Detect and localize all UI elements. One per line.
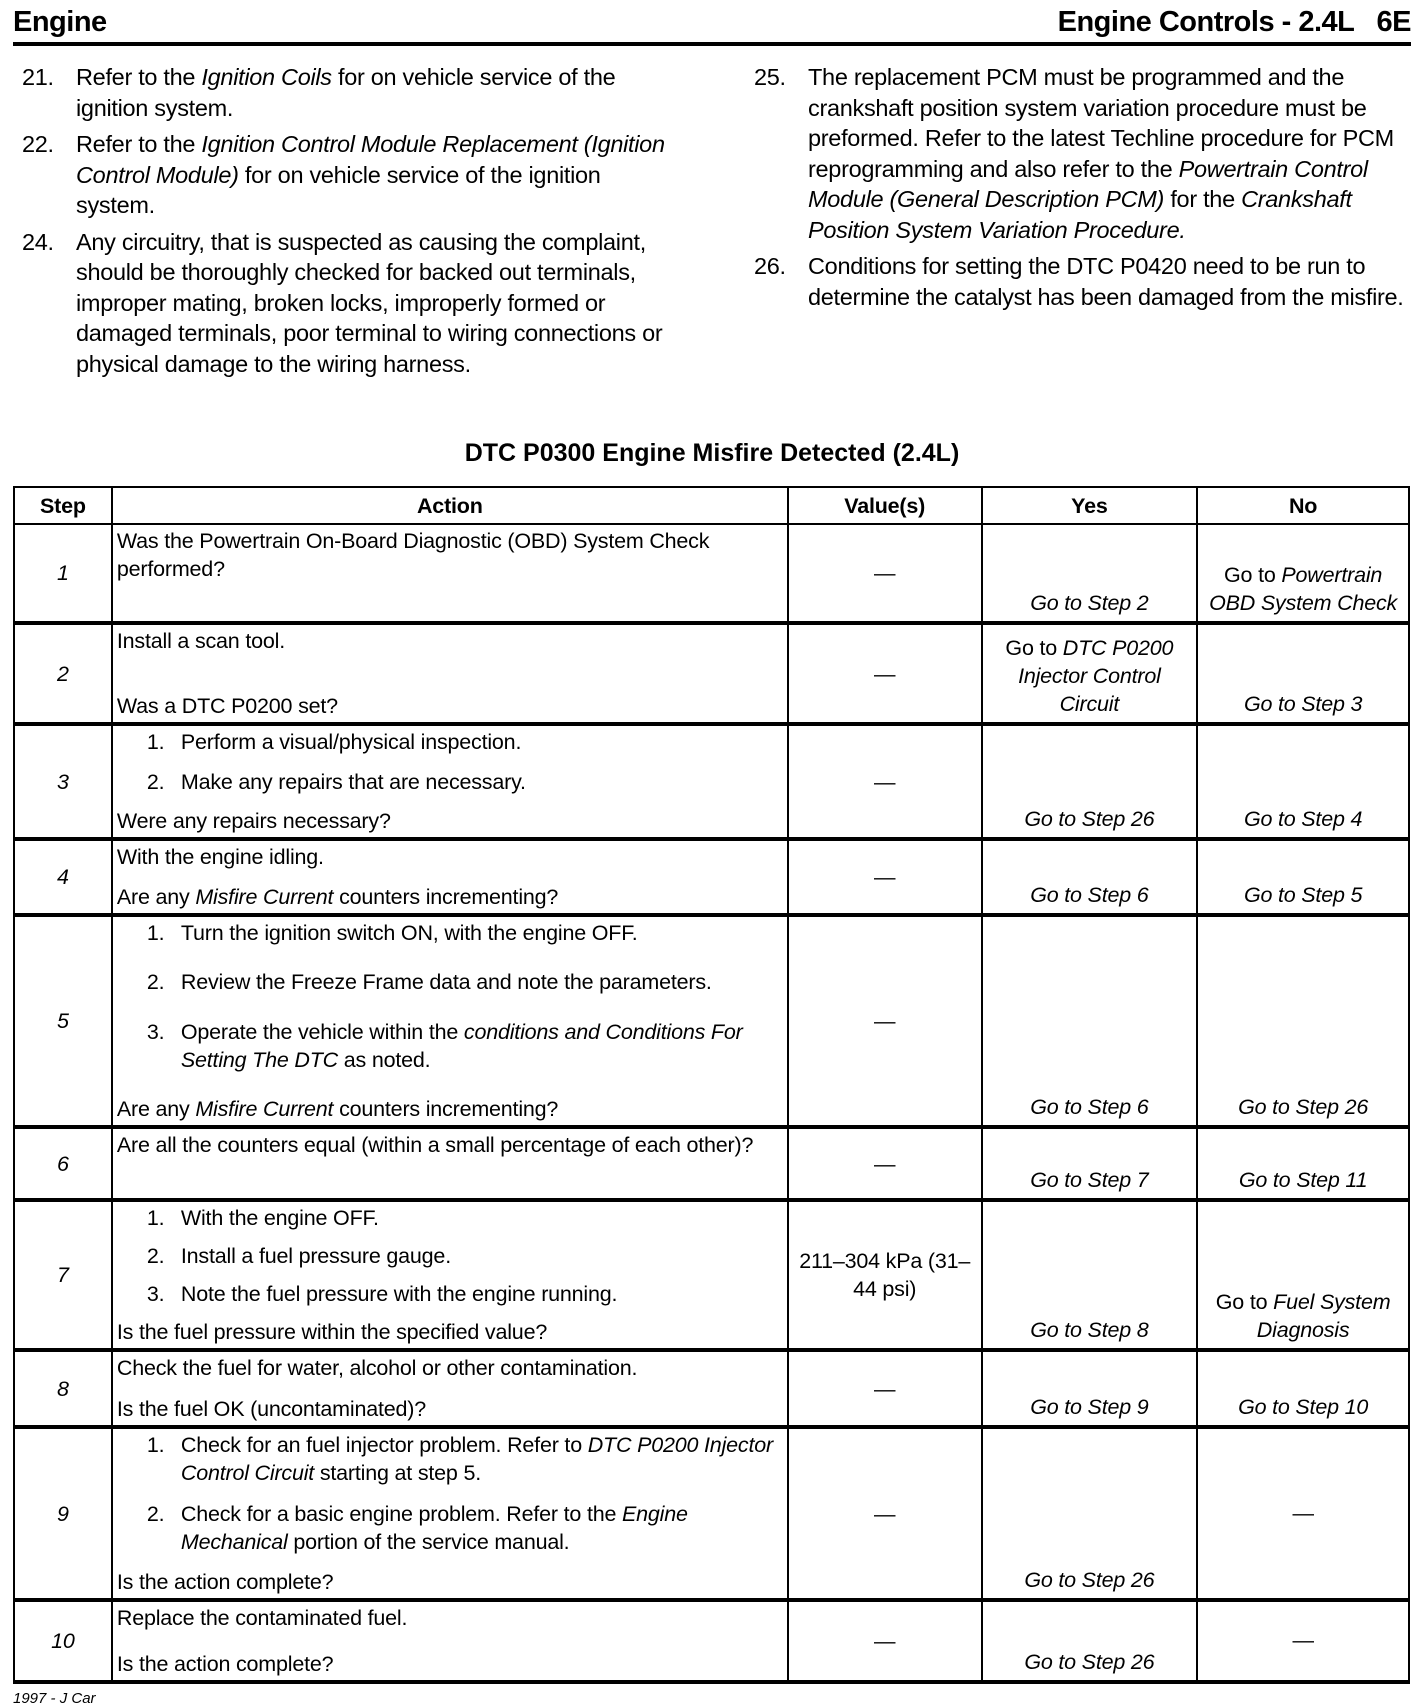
no-cell xyxy=(1197,524,1409,623)
list-text xyxy=(181,768,526,796)
text-run: — xyxy=(1292,1628,1314,1652)
action-content xyxy=(117,627,783,720)
italic-text: Go to Step 6 xyxy=(1030,1095,1149,1119)
action-cell xyxy=(112,839,788,915)
column-header-no: No xyxy=(1197,487,1409,524)
note-item xyxy=(22,62,682,123)
action-text xyxy=(117,1131,783,1159)
list-number: 2. xyxy=(146,1501,165,1526)
value-cell: — xyxy=(788,915,982,1127)
list-text xyxy=(181,1500,783,1556)
italic-text: Powertrain OBD System Check xyxy=(1209,563,1398,615)
text-run: Are any xyxy=(116,1096,196,1121)
italic-text: Go to Step 9 xyxy=(1030,1395,1149,1419)
action-text xyxy=(117,527,783,583)
diagnostic-table xyxy=(13,486,1410,1684)
yes-cell xyxy=(982,915,1198,1127)
action-text xyxy=(117,1095,783,1123)
notes-right-column xyxy=(754,62,1414,318)
text-run: Review the Freeze Frame data and note the parameters. xyxy=(180,970,712,995)
footer-text: 1997 - J Car xyxy=(13,1690,96,1707)
step-number: 8 xyxy=(14,1350,112,1427)
list-text xyxy=(181,1204,379,1232)
text-run: Are any xyxy=(116,885,196,909)
action-list-item xyxy=(117,728,783,756)
step-number: 6 xyxy=(14,1127,112,1200)
action-content xyxy=(117,1354,783,1423)
yes-cell xyxy=(982,1127,1198,1200)
text-run: — xyxy=(1292,1500,1314,1525)
no-cell xyxy=(1197,724,1409,839)
no-cell xyxy=(1197,1600,1409,1682)
text-run: Conditions for setting the DTC P0420 need to be run to determine the catalyst has been damaged from the misfire. xyxy=(808,253,1404,310)
action-text xyxy=(117,1568,783,1596)
note-item xyxy=(754,251,1414,312)
yes-cell xyxy=(982,623,1198,724)
note-item xyxy=(22,227,682,380)
text-run: Is the fuel pressure within the specified value? xyxy=(116,1320,548,1344)
value-cell: — xyxy=(788,1427,982,1600)
column-header-action: Action xyxy=(112,487,788,524)
italic-text: DTC P0200 Injector Control Circuit xyxy=(180,1433,773,1485)
no-cell xyxy=(1197,1127,1409,1200)
action-text xyxy=(117,627,783,655)
italic-text: Go to Step 2 xyxy=(1030,591,1149,615)
text-run: Turn the ignition switch ON, with the engine OFF. xyxy=(180,921,638,945)
list-number: 1. xyxy=(146,1433,165,1457)
action-list-item xyxy=(117,1431,783,1487)
italic-text: Go to Step 5 xyxy=(1243,883,1363,907)
text-run: The replacement PCM must be programmed and the crankshaft position system variation procedure must be preformed. Refer to the latest Techline procedure for PCM reprogramming and also refer to the xyxy=(808,64,1394,182)
value-cell: — xyxy=(788,724,982,839)
italic-text: Engine Mechanical xyxy=(180,1501,688,1554)
list-number: 3. xyxy=(146,1282,165,1306)
text-run: Install a fuel pressure gauge. xyxy=(180,1244,451,1268)
text-run: Install a scan tool. xyxy=(116,629,285,653)
text-run: Was the Powertrain On-Board Diagnostic (OBD) System Check performed? xyxy=(116,529,710,581)
action-list-item xyxy=(117,1280,783,1308)
italic-text: Go to Step 4 xyxy=(1243,807,1363,831)
list-number: 1. xyxy=(146,730,165,754)
list-text xyxy=(181,728,521,756)
table-row xyxy=(14,524,1409,623)
text-run: With the engine idling. xyxy=(116,845,324,869)
no-cell xyxy=(1197,1427,1409,1600)
text-run: Check the fuel for water, alcohol or other contamination. xyxy=(116,1356,638,1380)
table-row xyxy=(14,1427,1409,1600)
text-run: Operate the vehicle within the xyxy=(180,1019,464,1044)
list-text xyxy=(181,1242,451,1270)
note-text xyxy=(808,62,1414,245)
italic-text: Go to Step 10 xyxy=(1238,1395,1369,1419)
no-cell xyxy=(1197,623,1409,724)
italic-text: Powertrain Control Module (General Description PCM) xyxy=(808,155,1368,212)
action-cell xyxy=(112,524,788,623)
note-number: 24. xyxy=(22,228,54,255)
column-header-step: Step xyxy=(14,487,112,524)
step-number: 5 xyxy=(14,915,112,1127)
table-row xyxy=(14,1350,1409,1427)
text-run: starting at step 5. xyxy=(314,1461,481,1485)
table-header-row xyxy=(14,487,1409,524)
yes-cell xyxy=(982,1350,1198,1427)
no-cell xyxy=(1197,915,1409,1127)
italic-text: Go to Step 26 xyxy=(1024,807,1155,831)
italic-text: Go to Step 26 xyxy=(1238,1095,1369,1119)
action-text xyxy=(117,883,783,911)
text-run: Check for a basic engine problem. Refer to the xyxy=(180,1501,623,1526)
text-run: Is the fuel OK (uncontaminated)? xyxy=(116,1397,426,1421)
action-cell xyxy=(112,915,788,1127)
text-run: portion of the service manual. xyxy=(287,1529,570,1554)
yes-cell xyxy=(982,1427,1198,1600)
text-run: Any circuitry, that is suspected as causing the complaint, should be thoroughly checked for backed out terminals, improper mating, broken locks, improperly formed or damaged terminals, poor terminal to wiring connections or physical damage to the wiring harness. xyxy=(76,228,663,377)
text-run: Are all the counters equal (within a small percentage of each other)? xyxy=(116,1133,754,1157)
note-text xyxy=(76,227,682,380)
text-run: Were any repairs necessary? xyxy=(116,809,391,833)
yes-cell xyxy=(982,1200,1198,1350)
action-content xyxy=(117,919,783,1123)
italic-text: Crankshaft Position System Variation Procedure. xyxy=(808,186,1352,243)
chapter-title: Engine Controls - 2.4L 6E xyxy=(1057,6,1411,38)
list-text xyxy=(181,968,712,996)
action-list-item xyxy=(117,1204,783,1232)
text-run: Is the action complete? xyxy=(116,1570,334,1594)
section-title: Engine xyxy=(13,6,107,38)
list-number: 1. xyxy=(146,1206,165,1230)
action-content xyxy=(117,1604,783,1678)
column-header-yes: Yes xyxy=(982,487,1198,524)
action-list-item xyxy=(117,1500,783,1556)
list-number: 1. xyxy=(146,921,165,945)
action-text xyxy=(117,1395,783,1423)
italic-text: Misfire Current xyxy=(195,1096,334,1121)
italic-text: Ignition Coils xyxy=(201,64,332,90)
action-cell xyxy=(112,1200,788,1350)
list-text xyxy=(181,1431,783,1487)
no-cell xyxy=(1197,839,1409,915)
note-text xyxy=(76,62,682,123)
table-row xyxy=(14,623,1409,724)
text-run: for the xyxy=(1164,186,1242,212)
value-cell: — xyxy=(788,839,982,915)
list-number: 3. xyxy=(146,1019,165,1044)
action-list-item xyxy=(117,1242,783,1270)
action-cell xyxy=(112,1127,788,1200)
note-text xyxy=(76,129,682,221)
text-run: Perform a visual/physical inspection. xyxy=(180,730,522,754)
action-cell xyxy=(112,623,788,724)
italic-text: Go to Step 3 xyxy=(1243,692,1363,716)
italic-text: Go to Step 11 xyxy=(1238,1168,1368,1192)
action-content xyxy=(117,843,783,911)
yes-cell xyxy=(982,524,1198,623)
step-number: 4 xyxy=(14,839,112,915)
step-number: 2 xyxy=(14,623,112,724)
italic-text: Misfire Current xyxy=(195,885,334,909)
action-text xyxy=(117,1650,783,1678)
notes-left-column xyxy=(22,62,682,385)
text-run: Replace the contaminated fuel. xyxy=(116,1606,408,1630)
action-cell xyxy=(112,1350,788,1427)
text-run: With the engine OFF. xyxy=(180,1206,379,1230)
text-run: Make any repairs that are necessary. xyxy=(180,769,526,794)
yes-cell xyxy=(982,839,1198,915)
action-cell xyxy=(112,1427,788,1600)
text-run: Is the action complete? xyxy=(116,1652,334,1676)
list-number: 2. xyxy=(146,970,165,995)
action-text xyxy=(117,1318,783,1346)
note-number: 26. xyxy=(754,253,786,279)
page-header xyxy=(13,2,1411,46)
no-cell xyxy=(1197,1350,1409,1427)
action-cell xyxy=(112,724,788,839)
action-list-item xyxy=(117,919,783,947)
value-cell: — xyxy=(788,1350,982,1427)
action-text xyxy=(117,807,783,835)
text-run: Note the fuel pressure with the engine running. xyxy=(180,1282,618,1306)
note-text xyxy=(808,251,1414,312)
action-cell xyxy=(112,1600,788,1682)
note-number: 25. xyxy=(754,64,786,90)
table-row xyxy=(14,915,1409,1127)
yes-cell xyxy=(982,1600,1198,1682)
value-cell: — xyxy=(788,1127,982,1200)
table-row xyxy=(14,839,1409,915)
action-content xyxy=(117,1431,783,1596)
note-number: 21. xyxy=(22,64,54,90)
list-number: 2. xyxy=(146,1244,165,1268)
text-run: Go to xyxy=(1224,563,1282,587)
step-number: 7 xyxy=(14,1200,112,1350)
action-content xyxy=(117,728,783,835)
list-text xyxy=(181,1280,617,1308)
list-text xyxy=(181,919,638,947)
step-number: 1 xyxy=(14,524,112,623)
table-row xyxy=(14,1127,1409,1200)
italic-text: conditions and Conditions For Setting The DTC xyxy=(180,1019,743,1072)
action-content xyxy=(117,527,783,618)
text-run: Check for an fuel injector problem. Refer to xyxy=(180,1433,588,1457)
action-text xyxy=(117,843,783,871)
step-number: 3 xyxy=(14,724,112,839)
no-cell xyxy=(1197,1200,1409,1350)
step-number: 9 xyxy=(14,1427,112,1600)
table-title: DTC P0300 Engine Misfire Detected (2.4L) xyxy=(464,439,960,467)
action-text xyxy=(117,1604,783,1632)
value-cell: — xyxy=(788,1600,982,1682)
column-header-values: Value(s) xyxy=(788,487,982,524)
value-cell: — xyxy=(788,623,982,724)
action-text xyxy=(117,692,783,720)
text-run: Go to xyxy=(1215,1290,1274,1314)
yes-cell xyxy=(982,724,1198,839)
italic-text: Go to Step 6 xyxy=(1030,883,1149,907)
note-item xyxy=(22,129,682,221)
text-run: Refer to the xyxy=(76,64,202,90)
note-number: 22. xyxy=(22,131,54,157)
table-row xyxy=(14,1600,1409,1682)
action-content xyxy=(117,1204,783,1346)
value-cell: — xyxy=(788,524,982,623)
table-row xyxy=(14,724,1409,839)
note-item xyxy=(754,62,1414,245)
italic-text: Go to Step 8 xyxy=(1030,1318,1149,1342)
table-row xyxy=(14,1200,1409,1350)
action-content xyxy=(117,1131,783,1196)
action-list-item xyxy=(117,768,783,796)
text-run: Refer to the xyxy=(76,131,202,157)
italic-text: Go to Step 26 xyxy=(1024,1568,1155,1592)
list-number: 2. xyxy=(146,769,165,794)
action-list-item xyxy=(117,968,783,996)
italic-text: Go to Step 26 xyxy=(1024,1650,1155,1674)
list-text xyxy=(181,1018,783,1074)
action-text xyxy=(117,1354,783,1382)
text-run: Go to xyxy=(1005,636,1063,660)
italic-text: Fuel System Diagnosis xyxy=(1256,1290,1391,1342)
text-run: Was a DTC P0200 set? xyxy=(116,694,338,718)
step-number: 10 xyxy=(14,1600,112,1682)
text-run: for on vehicle service of the ignition system. xyxy=(76,161,601,218)
italic-text: Ignition Control Module Replacement (Ignition Control Module) xyxy=(76,131,665,188)
italic-text: DTC P0200 Injector Control Circuit xyxy=(1018,636,1174,716)
text-run: counters incrementing? xyxy=(333,885,559,909)
text-run: as noted. xyxy=(338,1047,431,1072)
action-list-item xyxy=(117,1018,783,1074)
italic-text: Go to Step 7 xyxy=(1030,1168,1149,1192)
text-run: counters incrementing? xyxy=(333,1096,559,1121)
text-run: for on vehicle service of the ignition system. xyxy=(76,64,616,121)
value-cell: 211–304 kPa (31–44 psi) xyxy=(788,1200,982,1350)
